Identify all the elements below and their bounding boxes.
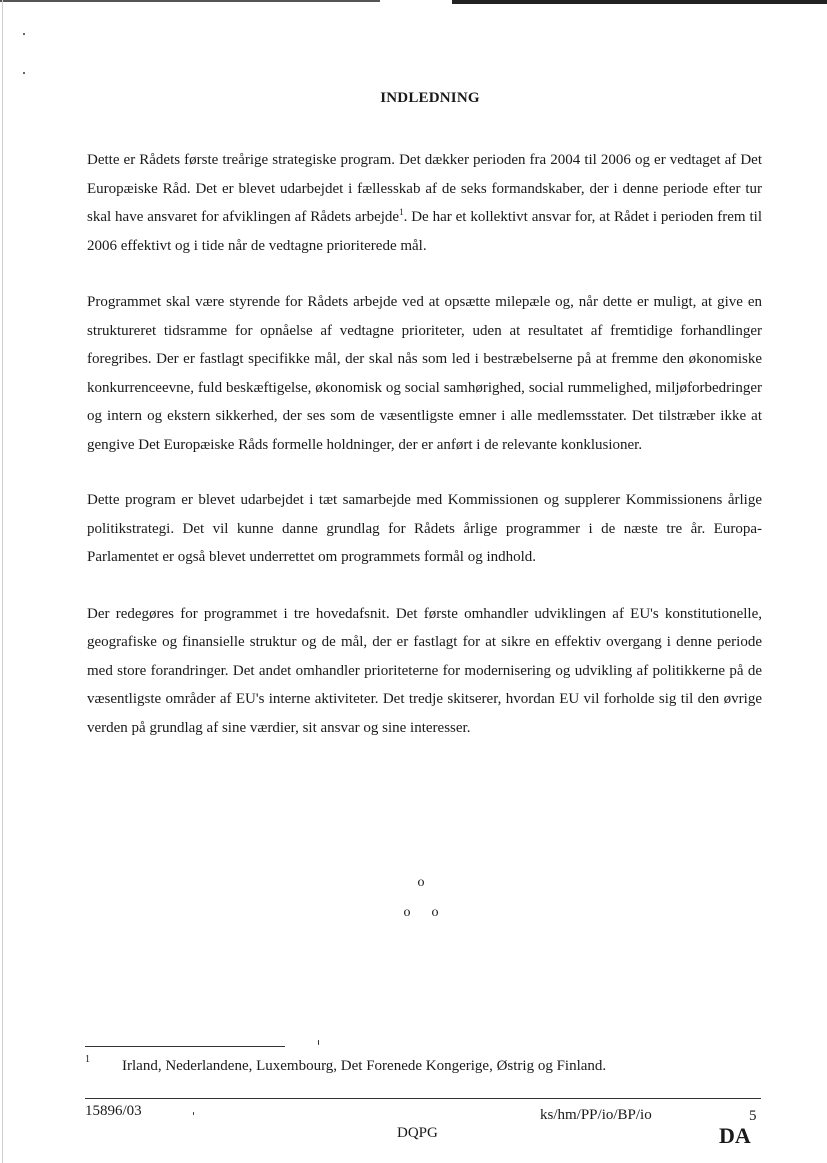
scan-edge-top-left xyxy=(0,0,380,2)
paragraph-3: Dette program er blevet udarbejdet i tæt samarbejde med Kommissionen og supplerer Kommissionens årlige politikstrategi. Det vil kunne danne grundlag for Rådets årlige programmer i de næste tre år. Europa-Parlamentet er også blevet underrettet om programmets formål og indhold. xyxy=(87,492,762,565)
paragraph-1-text: Dette er Rådets første treårige strategiske program. Det dækker perioden fra 2004 til 2006 og er vedtaget af Det Europæiske Råd. Det er blevet udarbejdet i fællesskab af de seks formandskaber, der i denne periode efter tur skal have ansvaret for afviklingen af Rådets arbejde xyxy=(87,152,762,225)
paragraph-1-tail: . De har et kollektivt ansvar for, at Rådet i perioden frem til 2006 effektivt og i tide når de vedtagne prioriterede mål. xyxy=(87,209,762,254)
language-code: DA xyxy=(719,1123,751,1148)
department-code: DQPG xyxy=(397,1125,438,1141)
section-separator xyxy=(0,868,827,928)
paragraph-1 xyxy=(87,146,762,260)
paragraph-2: Programmet skal være styrende for Rådets arbejde ved at opsætte milepæle og, når dette er muligt, at give en struktureret tidsramme for opnåelse af vedtagne prioriteter, uden at resultatet af fremtidige forhandlinger foregribes. Der er fastlagt specifikke mål, der skal nås som led i bestræbelserne på at fremme den økonomiske konkurrenceevne, fuld beskæftigelse, økonomisk og social samhørighed, social rummelighed, miljøforbedringer og intern og ekstern sikkerhed, der ses som de væsentligste emner i alle medlemsstater. Det tilstræber ikke at gengive Det Europæiske Råds formelle holdninger, der er anført i de relevante konklusioner. xyxy=(87,294,762,453)
scan-speck xyxy=(23,72,25,74)
separator-bottom-marks: o o xyxy=(403,905,439,920)
scan-edge-top-right xyxy=(452,0,827,4)
scan-speck xyxy=(23,33,25,35)
footnote-rule xyxy=(85,1046,285,1047)
body-text xyxy=(87,146,762,770)
footnote-number: 1 xyxy=(85,1054,90,1065)
footer-rule xyxy=(85,1098,761,1099)
scan-edge-left xyxy=(2,0,3,1163)
footnote-reference: 1 xyxy=(399,207,404,217)
page-number: 5 xyxy=(749,1108,757,1124)
page-title: INDLEDNING xyxy=(380,90,480,106)
author-reference: ks/hm/PP/io/BP/io xyxy=(540,1107,652,1123)
footnote xyxy=(85,1054,765,1075)
separator-top-mark: o xyxy=(417,875,425,890)
scan-speck xyxy=(318,1040,319,1045)
document-code: 15896/03 xyxy=(85,1103,142,1119)
footnote-text: Irland, Nederlandene, Luxembourg, Det Forenede Kongerige, Østrig og Finland. xyxy=(122,1058,607,1074)
paragraph-4: Der redegøres for programmet i tre hovedafsnit. Det første omhandler udviklingen af EU's konstitutionelle, geografiske og finansielle struktur og de mål, der er fastlagt for at sikre en effektiv overgang i denne periode med store forandringer. Det andet omhandler prioriteterne for modernisering og udvikling af politikkerne på de væsentligste områder af EU's interne aktiviteter. Det tredje skitserer, hvordan EU vil forholde sig til den øvrige verden på grundlag af sine værdier, sit ansvar og sine interesser. xyxy=(87,605,762,736)
scan-speck xyxy=(193,1112,194,1115)
